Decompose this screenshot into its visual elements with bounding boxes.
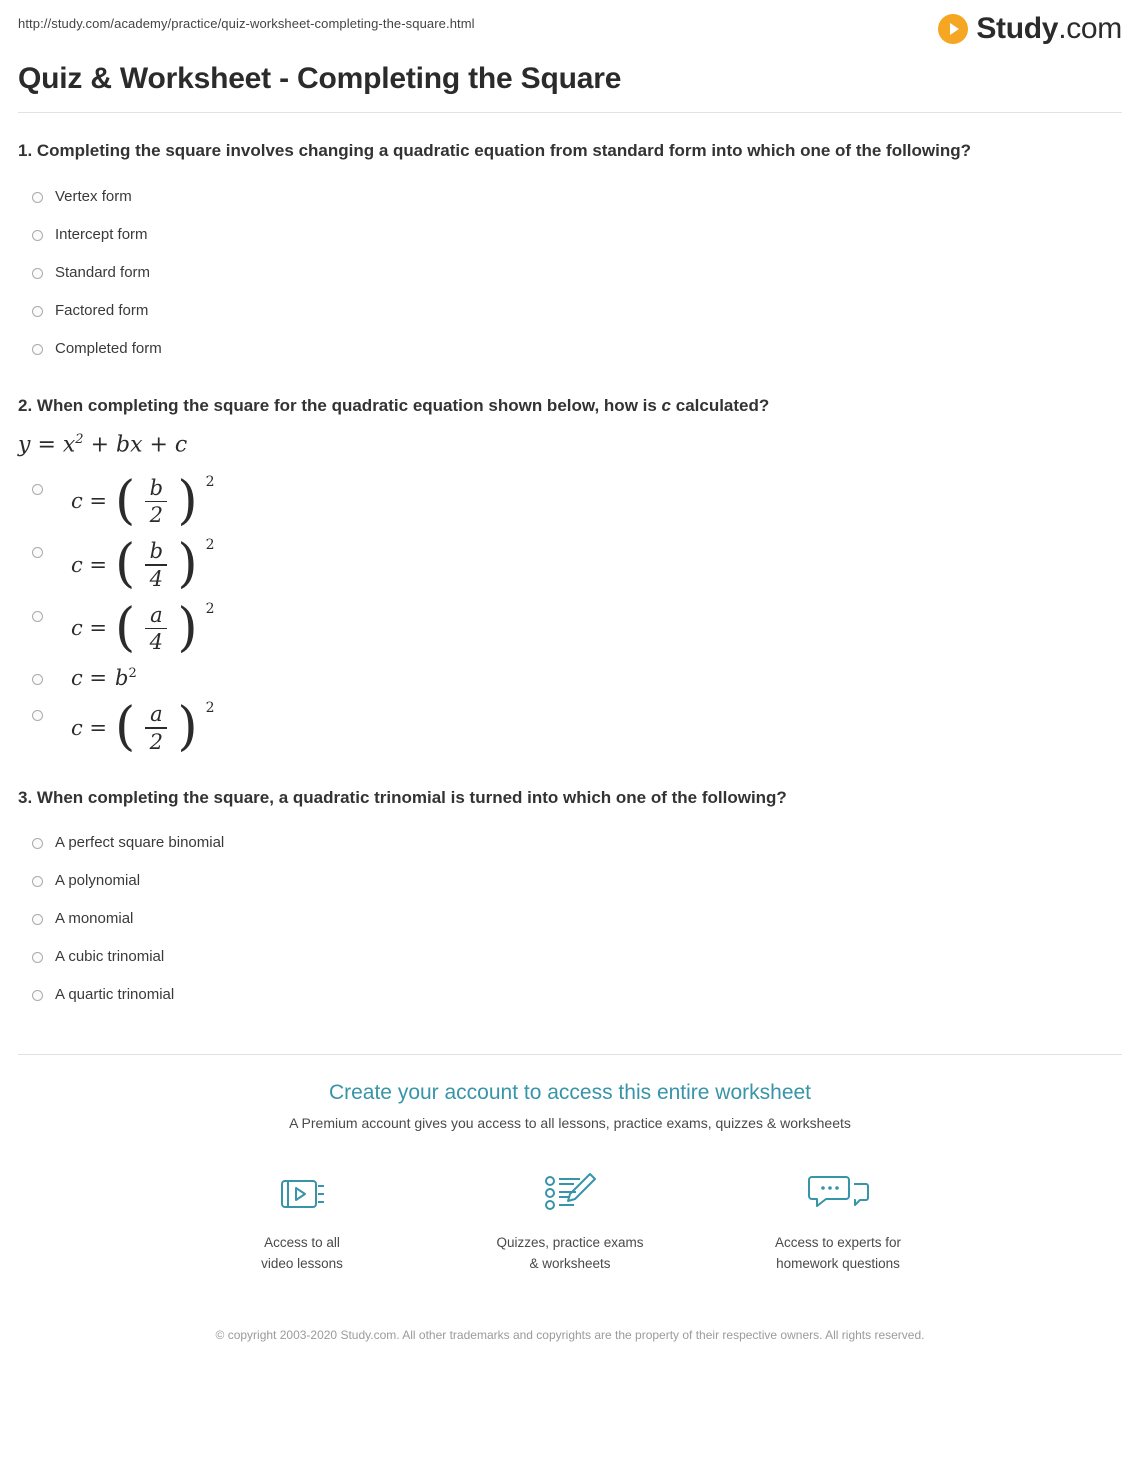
create-account-cta: [16, 1055, 1124, 1284]
radio-icon[interactable]: [32, 611, 43, 622]
choice-lhs: c =: [71, 552, 108, 577]
left-paren: (: [115, 470, 136, 531]
choice-math-expression: [55, 666, 137, 690]
choice-option[interactable]: [18, 292, 1122, 330]
top-bar: [16, 0, 1124, 52]
video-play-icon: [207, 1165, 397, 1221]
power-base: b: [115, 666, 129, 691]
title-divider: [18, 112, 1122, 113]
choice-option[interactable]: [18, 862, 1122, 900]
question-2-text: [18, 394, 1122, 419]
logo-brand: Study: [976, 12, 1059, 45]
choice-option[interactable]: [18, 976, 1122, 1014]
choice-label: A quartic trinomial: [55, 986, 175, 1004]
fraction-numerator: a: [150, 702, 163, 727]
choice-option[interactable]: [18, 938, 1122, 976]
choice-option[interactable]: [18, 660, 1122, 696]
exponent: 2: [205, 537, 215, 554]
question-3: [16, 786, 1124, 1015]
choice-lhs: c =: [71, 616, 108, 641]
question-2-text-before: 2. When completing the square for the quadratic equation shown below, how is: [18, 395, 662, 415]
quiz-checklist-icon: [475, 1165, 665, 1221]
cta-title[interactable]: Create your account to access this entire worksheet: [328, 1081, 812, 1105]
choice-math-expression: [55, 470, 215, 531]
radio-icon[interactable]: [32, 547, 43, 558]
left-paren: (: [115, 597, 136, 658]
choice-label: Factored form: [55, 301, 149, 319]
radio-icon[interactable]: [32, 710, 43, 721]
feature-item: [475, 1165, 665, 1274]
fraction: [145, 539, 167, 591]
choice-lhs: c =: [71, 666, 108, 691]
right-paren: ): [177, 534, 198, 595]
equation-exponent: 2: [75, 432, 84, 448]
question-2-equation: [18, 432, 1122, 457]
choice-label: A cubic trinomial: [55, 948, 165, 966]
logo-text: [976, 12, 1122, 46]
chat-bubble-icon: [743, 1165, 933, 1221]
equation-lhs: y: [18, 432, 31, 458]
logo-suffix: .com: [1058, 12, 1122, 45]
choice-label: A monomial: [55, 910, 134, 928]
question-1: [16, 139, 1124, 368]
choice-label: A polynomial: [55, 872, 141, 890]
choice-lhs: c =: [71, 489, 108, 514]
choice-option[interactable]: [18, 254, 1122, 292]
radio-icon[interactable]: [32, 914, 43, 925]
left-paren: (: [115, 534, 136, 595]
exponent: 2: [205, 700, 215, 717]
radio-icon[interactable]: [32, 192, 43, 203]
fraction-numerator: b: [149, 539, 164, 564]
radio-icon[interactable]: [32, 838, 43, 849]
question-3-choices: [18, 824, 1122, 1014]
exponent: 2: [205, 600, 215, 617]
fraction-denominator: 4: [149, 630, 164, 655]
fraction: [145, 702, 167, 754]
question-2-choices: [18, 470, 1122, 760]
page-url: http://study.com/academy/practice/quiz-worksheet-completing-the-square.html: [18, 16, 475, 31]
radio-icon[interactable]: [32, 268, 43, 279]
right-paren: ): [177, 597, 198, 658]
choice-label: Vertex form: [55, 187, 132, 205]
choice-option[interactable]: [18, 696, 1122, 760]
equation-rest: + bx + c: [90, 432, 188, 458]
choice-option[interactable]: [18, 533, 1122, 597]
choice-option[interactable]: [18, 330, 1122, 368]
choice-label: A perfect square binomial: [55, 834, 225, 852]
choice-option[interactable]: [18, 824, 1122, 862]
question-2-variable: c: [661, 395, 672, 415]
radio-icon[interactable]: [32, 230, 43, 241]
choice-option[interactable]: [18, 597, 1122, 661]
study-com-logo[interactable]: [938, 12, 1122, 46]
choice-label: Completed form: [55, 339, 162, 357]
fraction-denominator: 2: [149, 729, 164, 754]
choice-option[interactable]: [18, 216, 1122, 254]
choice-lhs: c =: [71, 715, 108, 740]
radio-icon[interactable]: [32, 306, 43, 317]
exponent: 2: [205, 473, 215, 490]
choice-math-expression: [55, 597, 215, 658]
radio-icon[interactable]: [32, 876, 43, 887]
right-paren: ): [177, 697, 198, 758]
radio-icon[interactable]: [32, 952, 43, 963]
equation-base: x: [62, 432, 76, 458]
choice-label: Standard form: [55, 263, 151, 281]
choice-simple-power: [115, 666, 137, 690]
radio-icon[interactable]: [32, 344, 43, 355]
fraction-denominator: 2: [149, 503, 164, 528]
cta-subtitle: A Premium account gives you access to all lessons, practice exams, quizzes & worksheets: [289, 1115, 851, 1132]
left-paren: (: [115, 697, 136, 758]
choice-math-expression: [55, 534, 215, 595]
feature-list: [16, 1165, 1124, 1274]
fraction: [145, 603, 167, 655]
play-circle-icon: [938, 14, 968, 44]
choice-option[interactable]: [18, 178, 1122, 216]
question-2-text-after: calculated?: [671, 395, 770, 415]
right-paren: ): [177, 470, 198, 531]
power-exponent: 2: [128, 666, 137, 682]
choice-option[interactable]: [18, 470, 1122, 534]
choice-math-expression: [55, 697, 215, 758]
copyright-text: © copyright 2003-2020 Study.com. All other trademarks and copyrights are the property of their respective owners. All rights reserved.: [215, 1327, 925, 1342]
fraction-numerator: a: [150, 602, 163, 627]
feature-label: Access to all video lessons: [261, 1235, 343, 1271]
feature-label: Quizzes, practice exams & worksheets: [496, 1235, 644, 1271]
fraction: [145, 476, 167, 528]
feature-label: Access to experts for homework questions: [774, 1235, 902, 1271]
equation-equals: =: [37, 432, 56, 458]
fraction-denominator: 4: [149, 566, 164, 591]
question-1-text: 1. Completing the square involves changing a quadratic equation from standard form into which one of the following?: [18, 141, 972, 160]
radio-icon[interactable]: [32, 990, 43, 1001]
feature-item: [743, 1165, 933, 1274]
page-title: Quiz & Worksheet - Completing the Square: [18, 62, 622, 95]
choice-label: Intercept form: [55, 225, 148, 243]
radio-icon[interactable]: [32, 484, 43, 495]
question-2: [16, 394, 1124, 760]
fraction-numerator: b: [149, 475, 164, 500]
question-1-choices: [18, 178, 1122, 368]
feature-item: [207, 1165, 397, 1274]
choice-option[interactable]: [18, 900, 1122, 938]
radio-icon[interactable]: [32, 674, 43, 685]
question-3-text: 3. When completing the square, a quadratic trinomial is turned into which one of the following?: [18, 787, 787, 807]
